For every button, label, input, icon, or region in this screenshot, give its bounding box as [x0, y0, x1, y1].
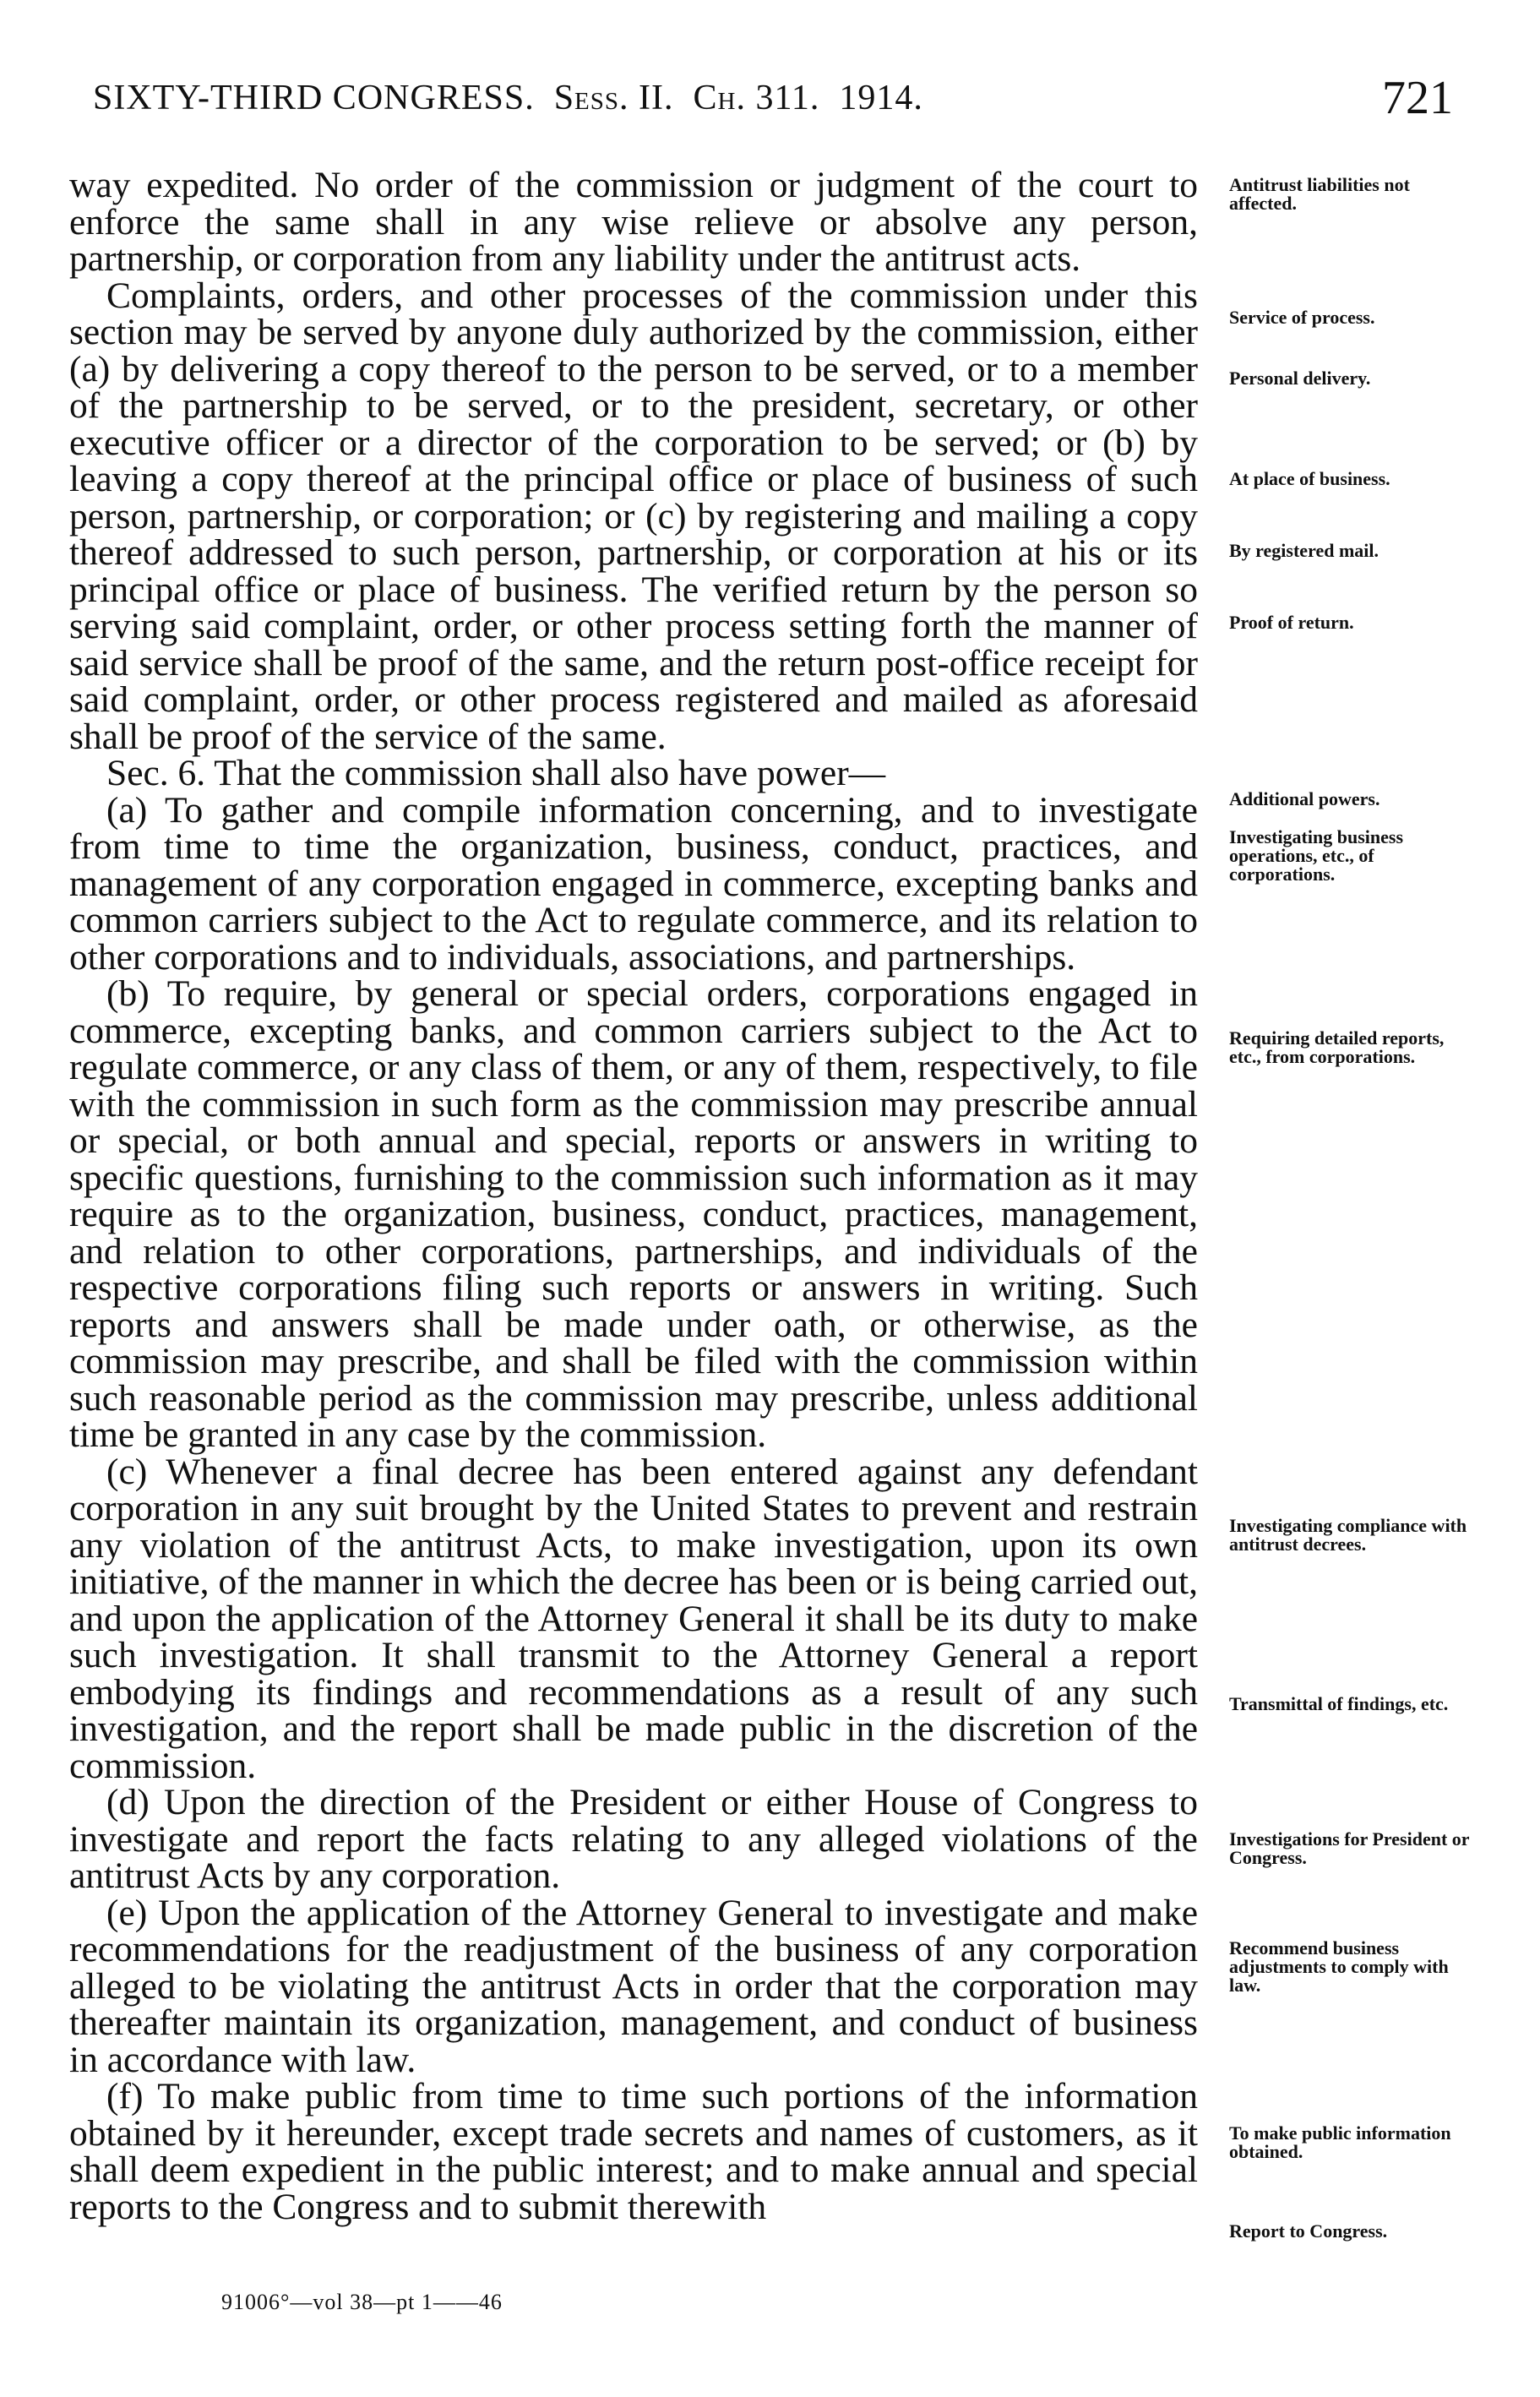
margin-note: By registered mail.	[1229, 540, 1379, 561]
paragraph-service-of-process: Complaints, orders, and other processes of the commission under this section may be served by anyone duly authorized by the commission, either (a) by delivering a copy thereof to the person to be served, or to a member of the partnership to be served, or to the president, secretary, or other executive officer or a director of the corporation to be served; or (b) by leaving a copy thereof at the principal office or place of business of such person, partnership, or corporation; or (c) by registering and mailing a copy thereof addressed to such person, partnership, or corporation at his or its principal office or place of business. The verified return by the person so serving said complaint, order, or other process setting forth the manner of said service shall be proof of the same, and the return post-office receipt for said complaint, order, or other process registered and mailed as aforesaid shall be proof of the service of the same.	[69, 275, 1198, 757]
margin-note: Transmittal of findings, etc.	[1229, 1693, 1449, 1714]
paragraph-6d: (d) Upon the direction of the President or either House of Congress to investigate and report the facts relating to any alleged violations of the antitrust Acts by any corporation.	[69, 1782, 1198, 1896]
running-head-title: SIXTY-THIRD CONGRESS. Sess. II. Ch. 311. 1914.	[93, 79, 923, 117]
section-6-heading: Sec. 6. That the commission shall also have power—	[106, 753, 886, 793]
paragraph-6c: (c) Whenever a final decree has been entered against any defendant corporation in any suit brought by the United States to prevent and restrain any violation of the antitrust Acts, to make investigation, upon its own initiative, of the manner in which the decree has been or is being carried out, and upon the application of the Attorney General it shall be its duty to make such investigation. It shall transmit to the Attorney General a report embodying its findings and recommendations as a result of any such investigation, and the report shall be made public in the discretion of the commission.	[69, 1451, 1198, 1786]
margin-note: Investigating business operations, etc., of corporations.	[1229, 826, 1404, 885]
paragraph-6a: (a) To gather and compile information concerning, and to investigate from time to time the organization, business, conduct, practices, and management of any corporation engaged in commerce, excepting banks and common carriers subject to the Act to regulate commerce, and its relation to other corporations and to individuals, associations, and partnerships.	[69, 789, 1198, 978]
margin-note: Report to Congress.	[1229, 2220, 1388, 2242]
margin-note: At place of business.	[1229, 468, 1390, 489]
printer-signature: 91006°—vol 38—pt 1——46	[221, 2290, 503, 2314]
page-number: 721	[1382, 72, 1453, 124]
margin-note: Investigating compliance with antitrust decrees.	[1229, 1515, 1467, 1555]
margin-note: Additional powers.	[1229, 788, 1380, 809]
margin-note: Requiring detailed reports, etc., from corporations.	[1229, 1027, 1445, 1067]
paragraph-6b: (b) To require, by general or special orders, corporations engaged in commerce, excepting banks, and common carriers subject to the Act to regulate commerce, or any class of them, or any of them, respectively, to file with the commission in such form as the commission may prescribe annual or special, or both annual and special, reports or answers in writing to specific questions, furnishing to the commission such information as it may require as to the organization, business, conduct, practices, management, and relation to other corporations, partnerships, and individuals of the respective corporations filing such reports or answers in writing. Such reports and answers shall be made under oath, or otherwise, as the commission may prescribe, and shall be filed with the commission within such reasonable period as the commission may prescribe, unless additional time be granted in any case by the commission.	[69, 973, 1198, 1455]
margin-note: Investigations for President or Congress.	[1229, 1828, 1470, 1868]
paragraph-6f: (f) To make public from time to time such portions of the information obtained by it hereunder, except trade secrets and names of customers, as it shall deem expedient in the public interest; and to make annual and special reports to the Congress and to submit therewith	[69, 2076, 1198, 2227]
margin-note: To make public information obtained.	[1229, 2122, 1451, 2162]
margin-note: Personal delivery.	[1229, 368, 1371, 389]
margin-note: Recommend business adjustments to comply with law.	[1229, 1937, 1449, 1996]
running-header	[93, 72, 1453, 137]
margin-note: Proof of return.	[1229, 612, 1354, 633]
paragraph-continuation: way expedited. No order of the commission or judgment of the court to enforce the same shall in any wise relieve or absolve any person, partnership, or corporation from any liability under the antitrust acts.	[69, 165, 1198, 279]
statute-text	[69, 167, 1198, 2225]
paragraph-6e: (e) Upon the application of the Attorney General to investigate and make recommendations for the readjustment of the business of any corporation alleged to be violating the antitrust Acts in order that the corporation may thereafter maintain its organization, management, and conduct of business in accordance with law.	[69, 1892, 1198, 2080]
margin-note: Antitrust liabilities not affected.	[1229, 174, 1410, 214]
margin-note: Service of process.	[1229, 307, 1375, 328]
